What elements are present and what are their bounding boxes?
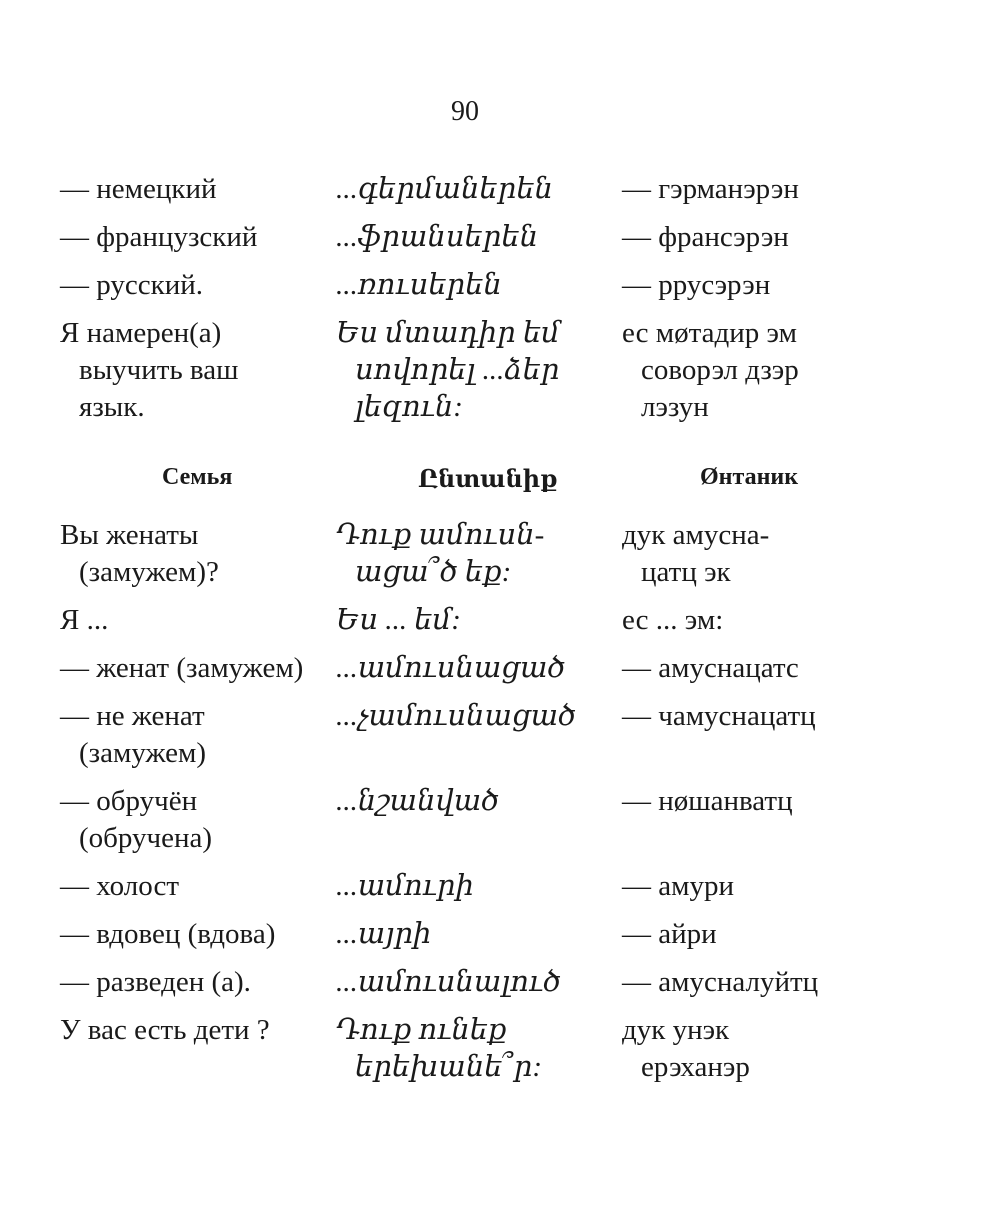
transliteration-line: дук унэк bbox=[622, 1014, 730, 1046]
transliteration-line: ес мøтадир эм bbox=[622, 317, 798, 349]
russian-line: язык. bbox=[79, 391, 145, 423]
russian-line: (замужем)? bbox=[79, 556, 219, 588]
transliteration-line: — амури bbox=[622, 870, 734, 902]
transliteration-line: цатц эк bbox=[641, 556, 731, 588]
armenian-phrase bbox=[336, 219, 538, 256]
armenian-phrase bbox=[336, 315, 560, 426]
russian-line: — вдовец (вдова) bbox=[60, 918, 276, 950]
armenian-phrase bbox=[336, 916, 431, 953]
transliteration bbox=[622, 517, 769, 591]
russian-phrase bbox=[60, 315, 238, 426]
russian-line: (замужем) bbox=[79, 737, 206, 769]
armenian-phrase bbox=[336, 1012, 542, 1086]
armenian-line: սովորել ...ձեր bbox=[355, 354, 560, 386]
armenian-line: լեզուն: bbox=[355, 391, 463, 423]
armenian-phrase bbox=[336, 602, 461, 639]
page-number: 90 bbox=[451, 96, 479, 127]
russian-phrase bbox=[60, 964, 251, 1001]
armenian-line: ...ռուսերեն bbox=[336, 269, 502, 301]
russian-line: Я ... bbox=[60, 604, 109, 636]
transliteration-line: — нøшанватц bbox=[622, 785, 793, 817]
russian-line: — разведен (а). bbox=[60, 966, 251, 998]
russian-phrase bbox=[60, 650, 303, 687]
russian-phrase bbox=[60, 783, 212, 857]
transliteration bbox=[622, 1012, 750, 1086]
transliteration bbox=[622, 650, 799, 687]
transliteration bbox=[622, 868, 734, 905]
armenian-phrase bbox=[336, 783, 499, 820]
russian-phrase bbox=[60, 916, 275, 953]
transliteration-line: ес ... эм: bbox=[622, 604, 724, 636]
armenian-line: ...նշանված bbox=[336, 785, 500, 817]
transliteration-line: — чамуснацатц bbox=[622, 700, 816, 732]
russian-line: — французский bbox=[60, 221, 258, 253]
armenian-line: Դուք ամուսն- bbox=[336, 519, 545, 551]
russian-phrase bbox=[60, 171, 217, 208]
transliteration-line: — амуснацатс bbox=[622, 652, 799, 684]
heading-russian: Семья bbox=[162, 464, 233, 490]
armenian-phrase bbox=[336, 964, 561, 1001]
transliteration-line: — айри bbox=[622, 918, 717, 950]
transliteration bbox=[622, 698, 816, 735]
russian-line: — обручён bbox=[60, 785, 198, 817]
russian-line: (обручена) bbox=[79, 822, 213, 854]
heading-transliteration: Øнтаник bbox=[700, 464, 799, 490]
armenian-line: երեխանե՞ր: bbox=[355, 1051, 542, 1083]
russian-phrase bbox=[60, 1012, 270, 1049]
russian-line: Вы женаты bbox=[60, 519, 199, 551]
transliteration bbox=[622, 267, 770, 304]
russian-phrase bbox=[60, 219, 257, 256]
russian-phrase bbox=[60, 602, 108, 639]
russian-phrase bbox=[60, 868, 179, 905]
armenian-phrase bbox=[336, 517, 544, 591]
russian-line: — немецкий bbox=[60, 173, 217, 205]
transliteration-line: — амусналуйтц bbox=[622, 966, 819, 998]
russian-line: Я намерен(а) bbox=[60, 317, 222, 349]
transliteration bbox=[622, 602, 723, 639]
transliteration-line: соворэл дзэр bbox=[641, 354, 799, 386]
transliteration-line: дук амусна- bbox=[622, 519, 770, 551]
armenian-line: ...այրի bbox=[336, 918, 432, 950]
armenian-phrase bbox=[336, 868, 474, 905]
transliteration bbox=[622, 916, 717, 953]
armenian-line: ացա՞ծ եք: bbox=[355, 556, 512, 588]
transliteration bbox=[622, 315, 799, 426]
transliteration-line: — франсэрэн bbox=[622, 221, 789, 253]
armenian-line: Ես ... եմ: bbox=[336, 604, 461, 636]
transliteration-line: ерэханэр bbox=[641, 1051, 750, 1083]
russian-phrase bbox=[60, 267, 203, 304]
transliteration bbox=[622, 171, 799, 208]
russian-line: — женат (замужем) bbox=[60, 652, 304, 684]
armenian-line: ...չամուսնացած bbox=[336, 700, 576, 732]
armenian-line: ...ամուսնացած bbox=[336, 652, 566, 684]
transliteration bbox=[622, 964, 818, 1001]
armenian-phrase bbox=[336, 698, 576, 735]
russian-line: — холост bbox=[60, 870, 180, 902]
russian-phrase bbox=[60, 517, 219, 591]
transliteration-line: — ррусэрэн bbox=[622, 269, 771, 301]
transliteration-line: — гэрманэрэн bbox=[622, 173, 799, 205]
transliteration bbox=[622, 219, 789, 256]
armenian-phrase bbox=[336, 650, 565, 687]
armenian-phrase bbox=[336, 171, 553, 208]
russian-line: — русский. bbox=[60, 269, 203, 301]
armenian-line: ...ամուսնալուծ bbox=[336, 966, 561, 998]
russian-line: выучить ваш bbox=[79, 354, 239, 386]
transliteration-line: лэзун bbox=[641, 391, 709, 423]
armenian-line: Դուք ունեք bbox=[336, 1014, 507, 1046]
russian-line: У вас есть дети ? bbox=[60, 1014, 270, 1046]
russian-phrase bbox=[60, 698, 206, 772]
transliteration bbox=[622, 783, 793, 820]
armenian-line: ...ամուրի bbox=[336, 870, 474, 902]
armenian-line: ...ֆրանսերեն bbox=[336, 221, 539, 253]
russian-line: — не женат bbox=[60, 700, 205, 732]
armenian-line: Ես մտադիր եմ bbox=[336, 317, 560, 349]
heading-armenian: Ընտանիք bbox=[418, 467, 558, 493]
armenian-line: ...գերմաներեն bbox=[336, 173, 553, 205]
armenian-phrase bbox=[336, 267, 502, 304]
